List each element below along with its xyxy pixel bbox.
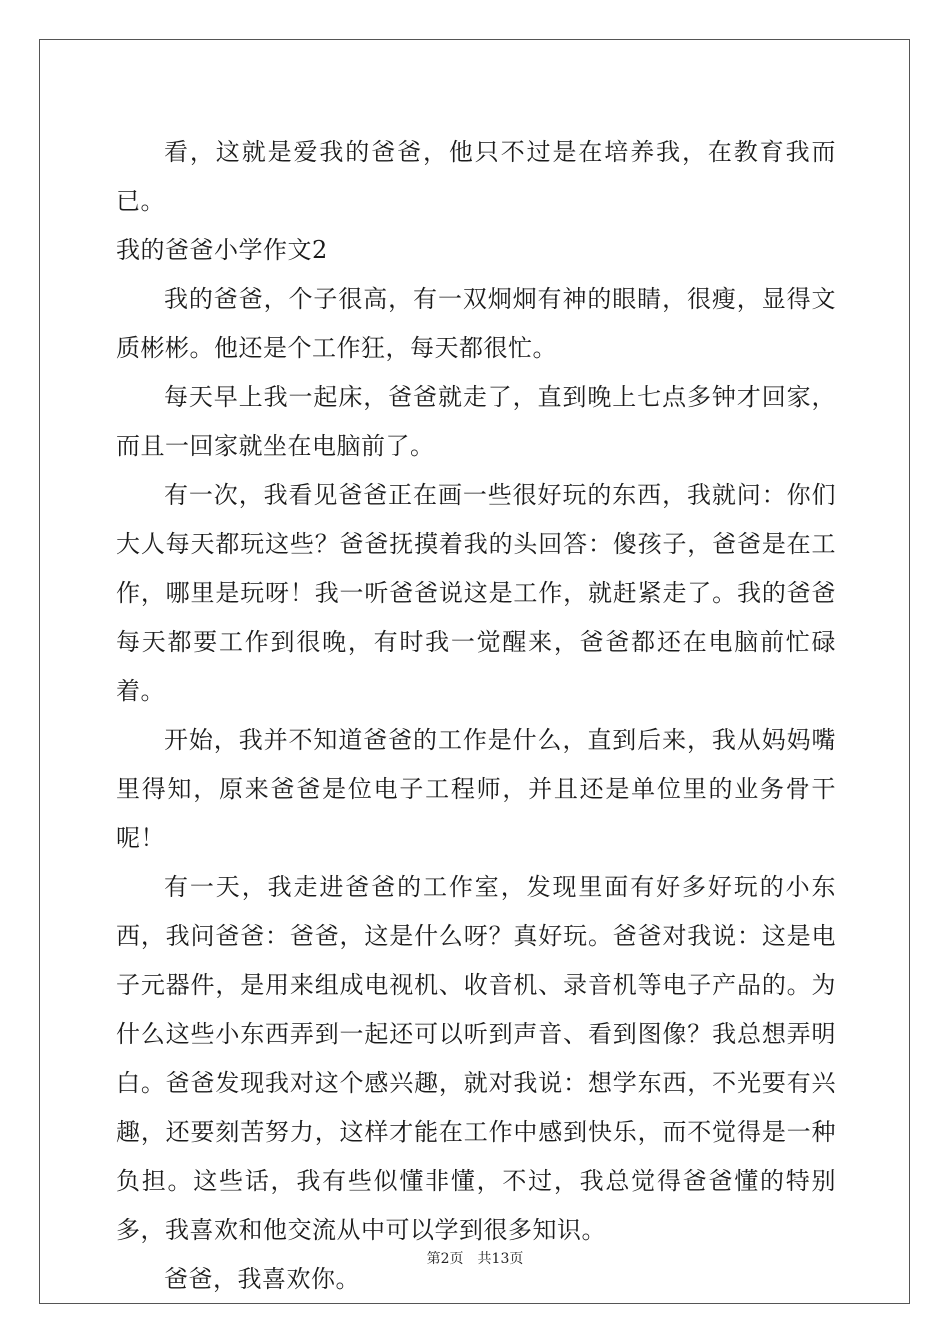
document-body <box>116 128 836 1304</box>
paragraph-closing: 爸爸，我喜欢你。 <box>164 1265 360 1293</box>
paragraph-conclusion: 看，这就是爱我的爸爸，他只不过是在培养我，在教育我而已。 <box>116 138 836 215</box>
paragraph-description: 我的爸爸，个子很高，有一双炯炯有神的眼睛，很瘦，显得文质彬彬。他还是个工作狂，每天都很忙。 <box>116 285 836 362</box>
essay-title: 我的爸爸小学作文2 <box>116 236 328 264</box>
paragraph-daily-routine: 每天早上我一起床，爸爸就走了，直到晚上七点多钟才回家，而且一回家就坐在电脑前了。 <box>116 383 836 460</box>
paragraph-workshop: 有一天，我走进爸爸的工作室，发现里面有好多好玩的小东西，我问爸爸：爸爸，这是什么呀？真好玩。爸爸对我说：这是电子元器件，是用来组成电视机、收音机、录音机等电子产品的。为什么这些小东西弄到一起还可以听到声音、看到图像？我总想弄明白。爸爸发现我对这个感兴趣，就对我说：想学东西，不光要有兴趣，还要刻苦努力，这样才能在工作中感到快乐，而不觉得是一种负担。这些话，我有些似懂非懂，不过，我总觉得爸爸懂的特别多，我喜欢和他交流从中可以学到很多知识。 <box>116 873 836 1244</box>
paragraph-drawing: 有一次，我看见爸爸正在画一些很好玩的东西，我就问：你们大人每天都玩这些？爸爸抚摸着我的头回答：傻孩子，爸爸是在工作，哪里是玩呀！我一听爸爸说这是工作，就赶紧走了。我的爸爸每天都要工作到很晚，有时我一觉醒来，爸爸都还在电脑前忙碌着。 <box>116 481 836 705</box>
page-number: 第2页 共13页 <box>426 1251 524 1267</box>
paragraph-engineer: 开始，我并不知道爸爸的工作是什么，直到后来，我从妈妈嘴里得知，原来爸爸是位电子工程师，并且还是单位里的业务骨干呢！ <box>116 726 836 852</box>
